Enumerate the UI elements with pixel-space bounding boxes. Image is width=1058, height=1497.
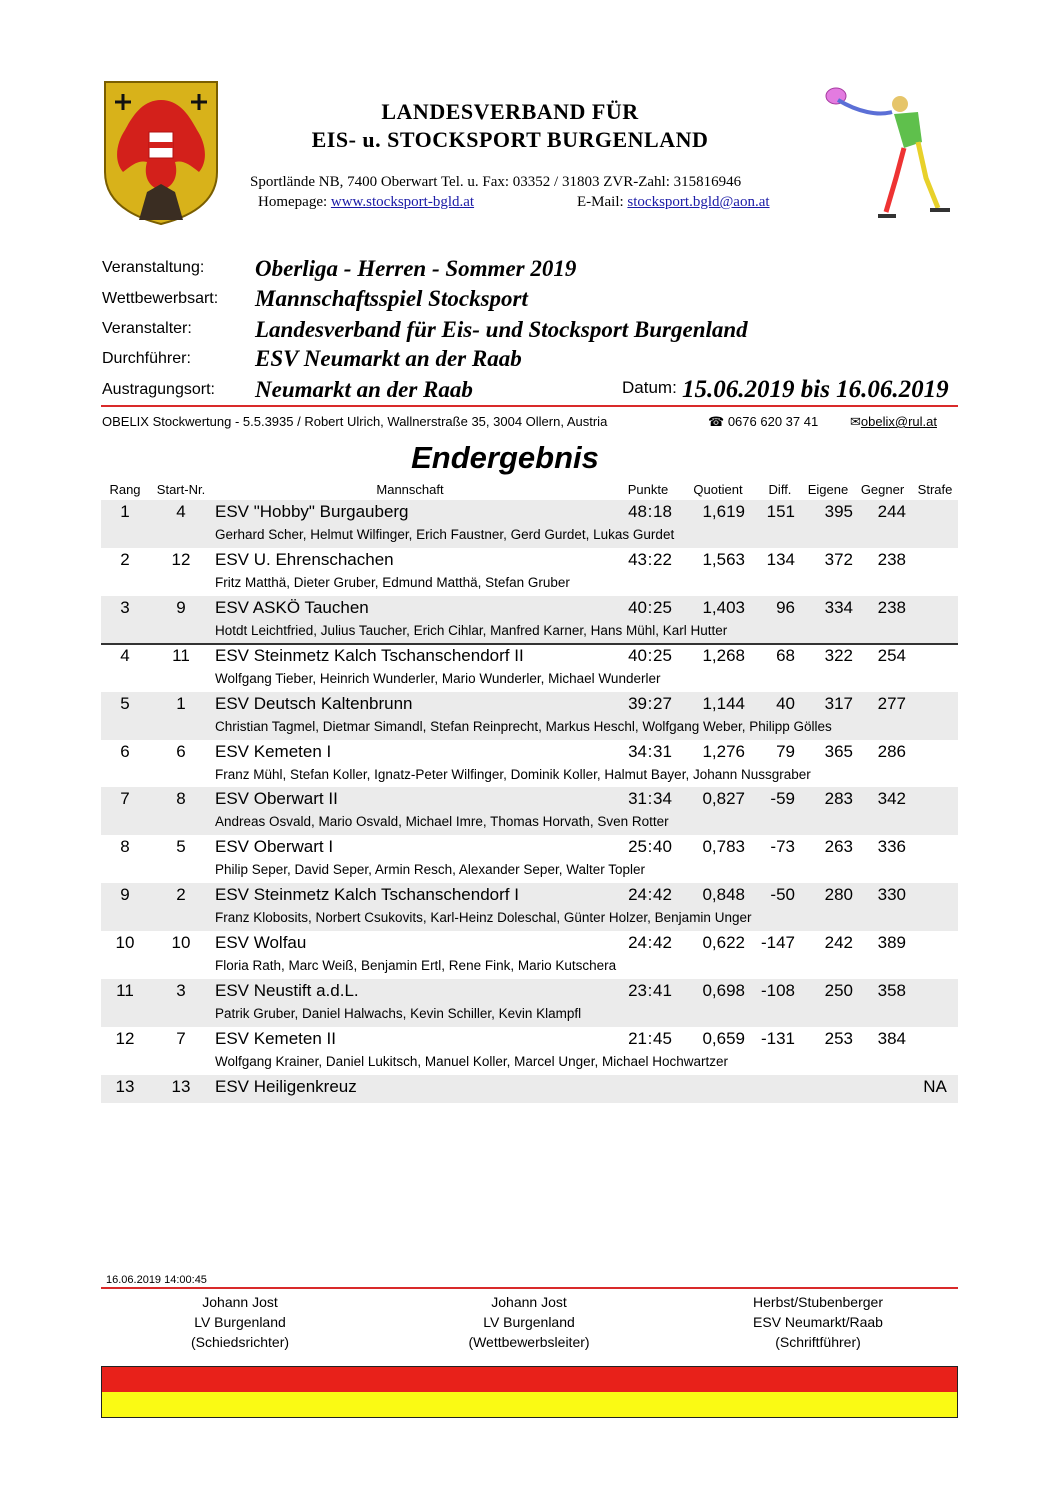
cell-gegner: 277 (877, 693, 906, 713)
cell-eigene: 395 (824, 502, 853, 521)
table-row (101, 787, 958, 835)
cell-eigene: 322 (824, 645, 853, 665)
team-members: Hotdt Leichtfried, Julius Taucher, Erich Cihlar, Manfred Karner, Hans Mühl, Karl Hutter (215, 622, 728, 638)
cell-punkte-minus: 25 (653, 645, 672, 665)
signature-name: Herbst/Stubenberger (753, 1294, 883, 1310)
team-members: Wolfgang Krainer, Daniel Lukitsch, Manuel Koller, Marcel Unger, Michael Hochwartzer (215, 1053, 728, 1069)
stocksport-player-illustration (818, 82, 958, 222)
punkte-separator: : (647, 1028, 653, 1048)
cell-start: 3 (176, 981, 186, 1000)
header-rang: Rang (109, 482, 141, 497)
cell-start: 6 (176, 741, 186, 761)
cell-team: ESV Kemeten I (215, 741, 332, 761)
cell-eigene: 242 (824, 933, 853, 953)
cell-punkte-minus: 41 (653, 981, 672, 1000)
cell-quotient: 0,659 (702, 1028, 745, 1048)
cell-gegner: 286 (877, 741, 906, 761)
email-label: E-Mail: (577, 194, 628, 210)
cell-diff: 79 (776, 741, 795, 761)
cell-gegner: 254 (877, 645, 906, 665)
cell-diff: -131 (760, 1028, 795, 1048)
phone-icon: ☎ (708, 414, 725, 429)
team-members: Gerhard Scher, Helmut Wilfinger, Erich Faustner, Gerd Gurdet, Lukas Gurdet (215, 527, 675, 542)
cell-start: 8 (176, 789, 186, 809)
team-members: Fritz Matthä, Dieter Gruber, Edmund Matthä, Stefan Gruber (215, 574, 570, 590)
cell-quotient: 0,848 (702, 885, 745, 905)
cell-diff: 134 (766, 549, 795, 569)
cell-punkte-plus: 48 (628, 502, 647, 521)
durchfuehrer-value: ESV Neumarkt an der Raab (255, 346, 522, 371)
envelope-icon: ✉ (850, 414, 861, 429)
cell-rang: 4 (120, 645, 130, 665)
cell-start: 1 (176, 693, 186, 713)
cell-team: ESV Deutsch Kaltenbrunn (215, 693, 413, 713)
cell-team: ESV Oberwart II (215, 789, 338, 809)
table-row (101, 500, 958, 548)
cell-punkte-plus: 43 (628, 549, 647, 569)
table-row (101, 692, 958, 740)
software-email-link[interactable]: obelix@rul.at (860, 414, 937, 429)
cell-rang: 1 (120, 502, 130, 521)
wettbewerbsart-label: Wettbewerbsart: (102, 290, 219, 307)
cell-start: 13 (171, 1076, 191, 1096)
wettbewerbsart-value: Mannschaftsspiel Stocksport (255, 286, 528, 311)
signature-org: LV Burgenland (483, 1314, 575, 1330)
cell-eigene: 253 (824, 1028, 853, 1048)
veranstalter-label: Veranstalter: (102, 320, 192, 337)
signature-name: Johann Jost (202, 1294, 278, 1310)
relegation-divider (101, 643, 958, 645)
header-punkte: Punkte (627, 482, 669, 497)
cell-quotient: 1,144 (702, 693, 745, 713)
org-title-line1: LANDESVERBAND FÜR (381, 99, 639, 124)
cell-punkte-plus: 24 (628, 885, 647, 905)
cell-start: 7 (176, 1028, 186, 1048)
punkte-separator: : (647, 789, 653, 809)
cell-punkte-minus: 45 (653, 1028, 672, 1048)
cell-diff: 151 (766, 502, 795, 521)
cell-diff: 68 (776, 645, 795, 665)
datum-label: Datum: (622, 378, 677, 397)
veranstaltung-value: Oberliga - Herren - Sommer 2019 (255, 256, 577, 281)
cell-punkte-minus: 42 (653, 885, 672, 905)
cell-diff: 40 (776, 693, 795, 713)
cell-quotient: 0,783 (702, 837, 745, 857)
table-row (101, 1075, 958, 1103)
cell-team: ESV Neustift a.d.L. (215, 981, 359, 1000)
software-email (850, 414, 937, 430)
cell-quotient: 0,698 (702, 981, 745, 1000)
cell-start: 4 (176, 502, 186, 521)
table-row (101, 931, 958, 979)
cell-strafe: NA (923, 1076, 947, 1096)
table-row (101, 548, 958, 596)
signature-org: ESV Neumarkt/Raab (753, 1314, 883, 1330)
cell-punkte-plus: 25 (628, 837, 647, 857)
software-credit: OBELIX Stockwertung - 5.5.3935 / Robert Ulrich, Wallnerstraße 35, 3004 Ollern, Austria (102, 414, 608, 429)
team-members: Wolfgang Tieber, Heinrich Wunderler, Mario Wunderler, Michael Wunderler (215, 670, 661, 686)
header-gegner: Gegner (860, 482, 905, 497)
team-members: Andreas Osvald, Mario Osvald, Michael Imre, Thomas Horvath, Sven Rotter (215, 814, 669, 830)
cell-punkte-plus: 34 (628, 741, 647, 761)
cell-start: 11 (172, 645, 190, 665)
table-row (101, 883, 958, 931)
table-row (101, 740, 958, 788)
veranstaltung-label: Veranstaltung: (102, 259, 205, 276)
table-row (101, 596, 958, 644)
signature-role: (Wettbewerbsleiter) (468, 1334, 590, 1350)
page-title: Endergebnis (411, 440, 599, 475)
footer-divider (101, 1287, 958, 1289)
cell-eigene: 372 (824, 549, 853, 569)
cell-rang: 3 (120, 597, 130, 617)
cell-punkte-minus: 25 (653, 597, 672, 617)
cell-rang: 7 (120, 789, 130, 809)
cell-gegner: 238 (877, 549, 906, 569)
austragungsort-label: Austragungsort: (102, 381, 215, 398)
cell-quotient: 1,619 (702, 502, 745, 521)
header-diff: Diff. (768, 482, 792, 497)
punkte-separator: : (647, 741, 653, 761)
flag-red-stripe (101, 1366, 958, 1392)
software-phone (708, 414, 818, 430)
cell-team: ESV Heiligenkreuz (215, 1076, 357, 1096)
cell-gegner: 389 (877, 933, 906, 953)
cell-quotient: 0,827 (702, 789, 745, 809)
header-mannschaft: Mannschaft (376, 482, 444, 497)
cell-punkte-plus: 40 (628, 645, 647, 665)
cell-rang: 9 (120, 885, 130, 905)
flag-yellow-stripe (101, 1392, 958, 1418)
team-members: Philip Seper, David Seper, Armin Resch, Alexander Seper, Walter Topler (215, 862, 645, 878)
header-start: Start-Nr. (156, 482, 206, 497)
homepage-label: Homepage: (258, 194, 331, 210)
info-divider (101, 405, 958, 407)
signature-org: LV Burgenland (194, 1314, 286, 1330)
cell-eigene: 280 (824, 885, 853, 905)
cell-eigene: 250 (824, 981, 853, 1000)
punkte-separator: : (647, 885, 653, 905)
cell-rang: 5 (120, 693, 130, 713)
cell-gegner: 358 (877, 981, 906, 1000)
header-quotient: Quotient (693, 482, 743, 497)
signature-wettbewerbsleiter (399, 1292, 659, 1352)
cell-punkte-minus: 22 (653, 549, 672, 569)
cell-eigene: 365 (824, 741, 853, 761)
team-members: Christian Tagmel, Dietmar Simandl, Stefan Reinprecht, Markus Heschl, Wolfgang Weber, Philipp Gölles (215, 718, 832, 734)
cell-quotient: 1,268 (702, 645, 745, 665)
cell-rang: 2 (120, 549, 130, 569)
cell-punkte-plus: 31 (628, 789, 647, 809)
header-strafe: Strafe (917, 482, 953, 497)
cell-punkte-minus: 27 (653, 693, 672, 713)
org-homepage (258, 194, 474, 211)
cell-diff: -147 (760, 933, 795, 953)
punkte-separator: : (647, 693, 653, 713)
cell-rang: 8 (120, 837, 130, 857)
org-title-line2: EIS- u. STOCKSPORT BURGENLAND (311, 127, 709, 152)
cell-punkte-plus: 23 (628, 981, 647, 1000)
cell-team: ESV Kemeten II (215, 1028, 336, 1048)
cell-eigene: 317 (824, 693, 853, 713)
cell-punkte-minus: 42 (653, 933, 672, 953)
signature-role: (Schriftführer) (775, 1334, 861, 1350)
table-row (101, 1027, 958, 1075)
cell-punkte-minus: 18 (653, 502, 672, 521)
team-members: Floria Rath, Marc Weiß, Benjamin Ertl, Rene Fink, Mario Kutschera (215, 958, 617, 974)
cell-punkte-minus: 40 (653, 837, 672, 857)
cell-punkte-minus: 34 (653, 789, 672, 809)
header-eigene: Eigene (807, 482, 849, 497)
signature-schriftfuehrer (688, 1292, 948, 1352)
cell-start: 9 (176, 597, 186, 617)
durchfuehrer-label: Durchführer: (102, 350, 191, 367)
cell-eigene: 334 (824, 597, 853, 617)
cell-rang: 10 (115, 933, 135, 953)
cell-start: 5 (176, 837, 186, 857)
print-timestamp: 16.06.2019 14:00:45 (106, 1274, 207, 1286)
cell-team: ESV "Hobby" Burgauberg (215, 502, 409, 521)
cell-rang: 13 (115, 1076, 135, 1096)
cell-gegner: 244 (877, 502, 906, 521)
cell-quotient: 1,563 (702, 549, 745, 569)
cell-team: ESV Wolfau (215, 933, 307, 953)
cell-punkte-plus: 39 (628, 693, 647, 713)
cell-quotient: 1,403 (702, 597, 745, 617)
cell-eigene: 283 (824, 789, 853, 809)
cell-gegner: 238 (877, 597, 906, 617)
cell-start: 10 (171, 933, 191, 953)
cell-quotient: 1,276 (702, 741, 745, 761)
signature-name: Johann Jost (491, 1294, 567, 1310)
table-row (101, 979, 958, 1027)
cell-quotient: 0,622 (702, 933, 745, 953)
cell-start: 12 (171, 549, 191, 569)
cell-diff: -73 (770, 837, 795, 857)
punkte-separator: : (647, 549, 653, 569)
cell-gegner: 336 (877, 837, 906, 857)
cell-team: ESV Steinmetz Kalch Tschanschendorf I (215, 885, 519, 905)
email-link[interactable]: stocksport.bgld@aon.at (627, 194, 770, 210)
punkte-separator: : (647, 502, 653, 521)
homepage-link[interactable]: www.stocksport-bgld.at (330, 194, 475, 210)
cell-eigene: 263 (824, 837, 853, 857)
cell-punkte-plus: 21 (628, 1028, 647, 1048)
team-members: Franz Mühl, Stefan Koller, Ignatz-Peter Wilfinger, Dominik Koller, Halmut Bayer, Johann Nussgraber (215, 766, 811, 782)
signature-schiedsrichter (110, 1292, 370, 1352)
cell-team: ESV U. Ehrenschachen (215, 549, 394, 569)
cell-team: ESV ASKÖ Tauchen (215, 597, 369, 617)
punkte-separator: : (647, 837, 653, 857)
org-email (577, 194, 770, 211)
cell-diff: 96 (776, 597, 795, 617)
veranstalter-value: Landesverband für Eis- und Stocksport Burgenland (255, 317, 748, 342)
signature-role: (Schiedsrichter) (190, 1334, 290, 1350)
datum-value: 15.06.2019 bis 16.06.2019 (682, 376, 949, 403)
cell-rang: 11 (116, 981, 134, 1000)
cell-diff: -59 (770, 789, 795, 809)
cell-punkte-minus: 31 (653, 741, 672, 761)
cell-gegner: 342 (877, 789, 906, 809)
cell-team: ESV Steinmetz Kalch Tschanschendorf II (215, 645, 524, 665)
cell-team: ESV Oberwart I (215, 837, 334, 857)
punkte-separator: : (647, 597, 653, 617)
cell-diff: -50 (770, 885, 795, 905)
cell-rang: 6 (120, 741, 130, 761)
table-row (101, 835, 958, 883)
phone-number: 0676 620 37 41 (727, 414, 819, 429)
org-address: Sportlände NB, 7400 Oberwart Tel. u. Fax: 03352 / 31803 ZVR-Zahl: 315816946 (250, 174, 742, 190)
team-members: Patrik Gruber, Daniel Halwachs, Kevin Schiller, Kevin Klampfl (215, 1006, 582, 1021)
cell-rang: 12 (115, 1028, 135, 1048)
team-members: Franz Klobosits, Norbert Csukovits, Karl-Heinz Doleschal, Günter Holzer, Benjamin Unger (215, 910, 752, 926)
cell-start: 2 (176, 885, 186, 905)
punkte-separator: : (647, 933, 653, 953)
cell-gegner: 384 (877, 1028, 906, 1048)
cell-punkte-plus: 24 (628, 933, 647, 953)
austragungsort-value: Neumarkt an der Raab (255, 377, 473, 402)
table-row (101, 644, 958, 692)
cell-gegner: 330 (877, 885, 906, 905)
cell-punkte-plus: 40 (628, 597, 647, 617)
burgenland-coat-of-arms-logo (103, 80, 219, 226)
cell-diff: -108 (760, 981, 795, 1000)
punkte-separator: : (647, 645, 653, 665)
punkte-separator: : (647, 981, 653, 1000)
